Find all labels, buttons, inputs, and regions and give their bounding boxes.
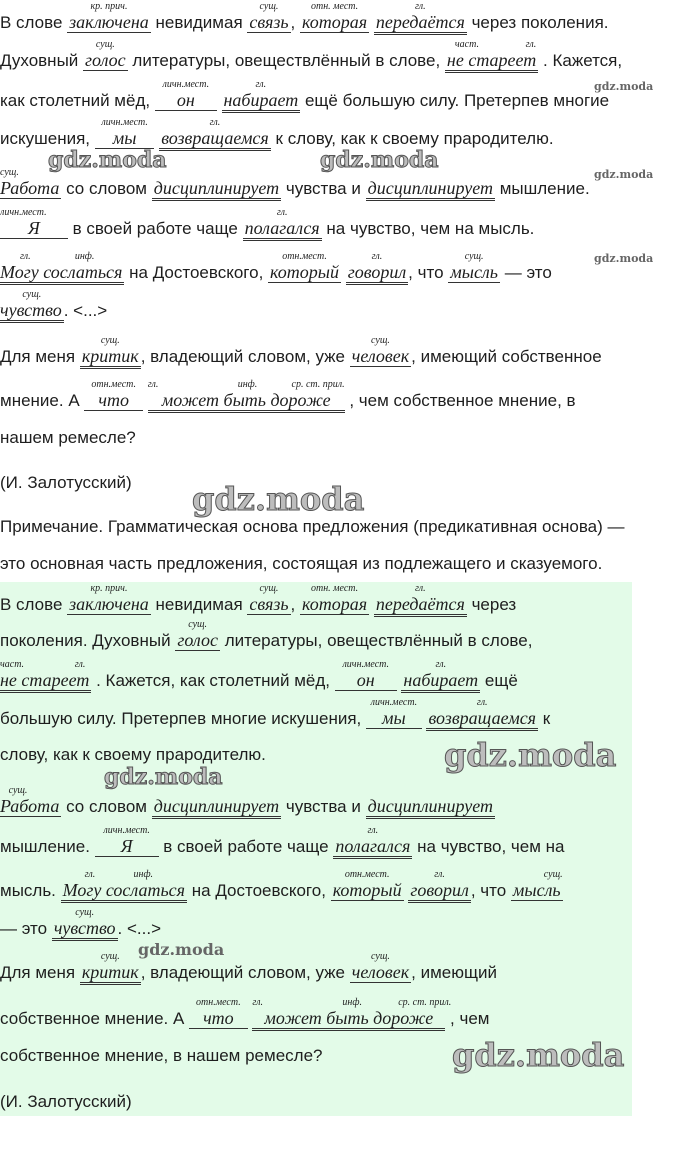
text-run: чувства и bbox=[285, 797, 361, 816]
label: сущ. bbox=[100, 951, 120, 962]
label: гл. bbox=[252, 997, 264, 1008]
word-subject bbox=[335, 659, 397, 691]
label: сущ. bbox=[259, 1, 279, 12]
text-run: к слову, как к своему прародителю. bbox=[275, 129, 554, 148]
label: кр. прич. bbox=[90, 583, 128, 594]
word-predicate bbox=[243, 207, 322, 241]
label: гл. bbox=[525, 39, 537, 50]
label: гл. bbox=[209, 117, 221, 128]
text-run: Духовный bbox=[0, 51, 79, 70]
watermark: gdz.moda bbox=[192, 480, 365, 518]
label: сущ. bbox=[259, 583, 279, 594]
text-run: , владеющий словом, уже bbox=[140, 347, 345, 366]
line bbox=[0, 207, 535, 241]
word-subject bbox=[175, 619, 220, 651]
text-run: большую силу. Претерпев многие искушения, bbox=[0, 709, 362, 728]
word: может быть дороже bbox=[161, 390, 331, 410]
word: полагался bbox=[335, 836, 411, 856]
word-predicate bbox=[445, 39, 538, 73]
label: гл. bbox=[255, 79, 267, 90]
word: которая bbox=[302, 12, 368, 32]
label: гл. bbox=[74, 659, 86, 670]
watermark: gdz.moda bbox=[594, 168, 654, 181]
text-run: , имеющий собственное bbox=[411, 347, 602, 366]
text-run: , bbox=[290, 13, 296, 32]
text-run: собственное мнение. А bbox=[0, 1009, 185, 1028]
label: личн.мест. bbox=[342, 659, 389, 670]
word: чувство bbox=[0, 300, 62, 320]
word: дисциплинирует bbox=[153, 796, 280, 816]
word: который bbox=[332, 880, 402, 900]
text-run: на чувство, чем на bbox=[417, 837, 565, 856]
word: мы bbox=[112, 128, 137, 148]
label: гл. bbox=[20, 251, 31, 262]
note-line-1 bbox=[0, 517, 625, 537]
watermark: gdz.moda bbox=[138, 940, 225, 959]
text-run: искушения, bbox=[0, 129, 91, 148]
word: говорил bbox=[410, 880, 469, 900]
label: част. bbox=[454, 39, 479, 50]
word-predicate bbox=[0, 659, 91, 693]
word: дисциплинирует bbox=[367, 178, 493, 198]
label: ср. ст. прил. bbox=[398, 997, 452, 1008]
text-run: , чем bbox=[450, 1009, 490, 1028]
text-run: ещё bbox=[484, 671, 518, 690]
word: передаётся bbox=[375, 12, 465, 32]
word-subject bbox=[247, 583, 290, 615]
word: Могу сослаться bbox=[0, 262, 123, 282]
text-run: мысль. bbox=[0, 881, 56, 900]
word-subject bbox=[247, 1, 290, 33]
text-run: Примечание. Грамматическая основа предложения (предикативная основа) — bbox=[0, 517, 625, 536]
text-run: на Достоевского, bbox=[129, 263, 264, 282]
word-predicate bbox=[366, 178, 495, 201]
word-predicate bbox=[152, 796, 281, 819]
text-run: , bbox=[290, 595, 296, 614]
word-subject bbox=[0, 785, 61, 817]
word: заключена bbox=[69, 594, 149, 614]
label: сущ. bbox=[188, 619, 208, 630]
word: что bbox=[203, 1008, 234, 1028]
line bbox=[0, 1, 609, 35]
text-run: мнение. А bbox=[0, 391, 80, 410]
line bbox=[0, 951, 497, 985]
label: сущ. bbox=[371, 335, 390, 346]
watermark: gdz.moda bbox=[594, 252, 654, 265]
word-subject bbox=[83, 39, 128, 71]
text-run: , чем собственное мнение, в bbox=[349, 391, 576, 410]
text-run: это основная часть предложения, состоящая из подлежащего и сказуемого. bbox=[0, 554, 603, 573]
word-subject bbox=[84, 379, 143, 411]
label: сущ. bbox=[0, 167, 19, 178]
label: гл. bbox=[276, 207, 288, 218]
word-predicate bbox=[80, 335, 141, 369]
line bbox=[0, 1046, 322, 1066]
word: набирает bbox=[223, 90, 299, 110]
word-predicate bbox=[333, 825, 412, 859]
label: личн.мест. bbox=[101, 117, 148, 128]
line bbox=[0, 619, 533, 651]
word-predicate bbox=[159, 117, 271, 151]
word-subject bbox=[300, 583, 369, 615]
text-run: (И. Залотусский) bbox=[0, 1092, 132, 1111]
watermark: gdz.moda bbox=[452, 1036, 625, 1074]
label: сущ. bbox=[95, 39, 115, 50]
text-run: литературы, овеществлённый в слове, bbox=[224, 631, 533, 650]
label: гл. bbox=[415, 1, 426, 12]
text-run: — это bbox=[0, 919, 48, 938]
label: отн.мест. bbox=[91, 379, 137, 390]
line bbox=[0, 428, 136, 448]
word: человек bbox=[351, 346, 410, 366]
label: ср. ст. прил. bbox=[291, 379, 345, 390]
note-line-2 bbox=[0, 554, 602, 574]
text-run: к bbox=[542, 709, 551, 728]
line bbox=[0, 785, 495, 819]
word: чувство bbox=[53, 918, 116, 938]
word-predicate bbox=[346, 251, 408, 285]
label: отн.мест. bbox=[344, 869, 390, 880]
word-subject bbox=[155, 79, 217, 111]
text-run: — это bbox=[504, 263, 552, 282]
word: не стареет bbox=[446, 50, 537, 70]
word-predicate bbox=[408, 869, 470, 903]
word: Я bbox=[120, 836, 133, 856]
word: дисциплинирует bbox=[367, 796, 493, 816]
line bbox=[0, 79, 610, 113]
text-run: Для меня bbox=[0, 347, 76, 366]
label: гл. bbox=[415, 583, 426, 594]
label: отн.мест. bbox=[282, 251, 327, 262]
word-subject bbox=[448, 251, 500, 283]
watermark: gdz.moda bbox=[104, 764, 223, 790]
text-run: , что bbox=[408, 263, 444, 282]
label: част. bbox=[0, 659, 25, 670]
text-run: на Достоевского, bbox=[191, 881, 326, 900]
text-run: поколения. Духовный bbox=[0, 631, 171, 650]
word-subject bbox=[95, 117, 155, 149]
word: мысль bbox=[512, 880, 561, 900]
word: не стареет bbox=[0, 670, 90, 690]
word: Работа bbox=[0, 796, 60, 816]
line bbox=[0, 825, 565, 859]
text-run: собственное мнение, в нашем ремесле? bbox=[0, 1046, 323, 1065]
word-predicate bbox=[147, 379, 345, 413]
text-run: невидимая bbox=[155, 595, 243, 614]
label: сущ. bbox=[464, 251, 484, 262]
watermark: gdz.moda bbox=[320, 147, 439, 173]
label: инф. bbox=[133, 869, 154, 880]
line bbox=[0, 907, 162, 941]
word: мы bbox=[382, 708, 406, 728]
word: критик bbox=[81, 962, 139, 982]
label: гл. bbox=[435, 659, 447, 670]
text-run: В слове bbox=[0, 13, 63, 32]
text-run: , имеющий bbox=[411, 963, 497, 982]
text-run: . Кажется, как столетний мёд, bbox=[96, 671, 331, 690]
word-predicate bbox=[252, 997, 452, 1031]
word: критик bbox=[81, 346, 139, 366]
word: мысль bbox=[450, 262, 498, 282]
word: возвращаемся bbox=[161, 128, 269, 148]
author bbox=[0, 473, 132, 493]
word-subject bbox=[300, 1, 369, 33]
line bbox=[0, 335, 602, 369]
label: личн.мест. bbox=[162, 79, 210, 90]
text-run: (И. Залотусский) bbox=[0, 473, 132, 492]
word: голос bbox=[85, 50, 126, 70]
label: инф. bbox=[237, 379, 258, 390]
text-run: через bbox=[471, 595, 517, 614]
watermark: gdz.moda bbox=[444, 736, 617, 774]
word-predicate bbox=[52, 907, 118, 941]
text-run: ещё большую силу. Претерпев многие bbox=[304, 91, 610, 110]
label: инф. bbox=[342, 997, 362, 1008]
text-run: В слове bbox=[0, 595, 63, 614]
line bbox=[0, 659, 518, 693]
label: личн.мест. bbox=[0, 207, 47, 218]
word-predicate bbox=[61, 869, 187, 903]
word-subject bbox=[511, 869, 563, 901]
word-subject bbox=[331, 869, 404, 901]
word: заключена bbox=[69, 12, 149, 32]
text-run: слову, как к своему прародителю. bbox=[0, 745, 266, 764]
label: гл. bbox=[147, 379, 159, 390]
line bbox=[0, 167, 590, 201]
text-run: литературы, овеществлённый в слове, bbox=[132, 51, 441, 70]
word-predicate bbox=[222, 79, 301, 113]
line bbox=[0, 869, 563, 903]
label: сущ. bbox=[371, 951, 390, 962]
line bbox=[0, 997, 490, 1031]
label: сущ. bbox=[22, 289, 42, 300]
text-run: в своей работе чаще bbox=[163, 837, 329, 856]
text-run: мышление. bbox=[0, 837, 90, 856]
word: связь bbox=[249, 12, 289, 32]
word: Работа bbox=[0, 178, 60, 198]
word-participle bbox=[67, 583, 151, 615]
word: что bbox=[98, 390, 129, 410]
word: полагался bbox=[244, 218, 320, 238]
word: передаётся bbox=[375, 594, 465, 614]
text-run: Для меня bbox=[0, 963, 76, 982]
word-participle bbox=[67, 1, 151, 33]
word: может быть дороже bbox=[264, 1008, 434, 1028]
label: инф. bbox=[74, 251, 95, 262]
label: личн.мест. bbox=[103, 825, 150, 836]
word: он bbox=[176, 90, 195, 110]
word-subject bbox=[189, 997, 248, 1029]
label: сущ. bbox=[75, 907, 95, 918]
line bbox=[0, 39, 623, 73]
line bbox=[0, 379, 576, 413]
word-predicate bbox=[374, 583, 467, 617]
label: личн.мест. bbox=[370, 697, 418, 708]
text-run: мышление. bbox=[499, 179, 590, 198]
word: человек bbox=[351, 962, 410, 982]
label: отн. мест. bbox=[310, 1, 359, 12]
line bbox=[0, 289, 108, 323]
watermark: gdz.moda bbox=[594, 80, 654, 93]
text-run: чувства и bbox=[285, 179, 361, 198]
line bbox=[0, 251, 552, 285]
word-predicate bbox=[366, 796, 495, 819]
watermark: gdz.moda bbox=[48, 147, 167, 173]
word-predicate bbox=[401, 659, 480, 693]
word-subject bbox=[0, 167, 61, 199]
label: отн.мест. bbox=[196, 997, 241, 1008]
word-subject bbox=[350, 335, 411, 367]
label: отн. мест. bbox=[310, 583, 359, 594]
word: Я bbox=[28, 218, 40, 238]
word: Могу сослаться bbox=[62, 880, 186, 900]
word-subject bbox=[366, 697, 422, 729]
text-run: как столетний мёд, bbox=[0, 91, 151, 110]
word-predicate bbox=[426, 697, 538, 731]
word: набирает bbox=[403, 670, 479, 690]
text-run: , что bbox=[470, 881, 507, 900]
text-run: нашем ремесле? bbox=[0, 428, 136, 447]
word-predicate bbox=[152, 178, 281, 201]
text-run: через поколения. bbox=[471, 13, 609, 32]
text-run: . <...> bbox=[117, 919, 162, 938]
text-run: со словом bbox=[66, 179, 147, 198]
label: гл. bbox=[371, 251, 383, 262]
label: гл. bbox=[434, 869, 445, 880]
author bbox=[0, 1092, 132, 1112]
word: он bbox=[356, 670, 375, 690]
text-run: невидимая bbox=[155, 13, 243, 32]
word: возвращаемся bbox=[428, 708, 537, 728]
word-subject bbox=[350, 951, 411, 983]
word: которая bbox=[302, 594, 368, 614]
word-predicate bbox=[0, 251, 124, 285]
label: гл. bbox=[476, 697, 488, 708]
word-subject bbox=[0, 207, 68, 239]
label: гл. bbox=[84, 869, 96, 880]
line bbox=[0, 697, 551, 731]
word: говорил bbox=[347, 262, 407, 282]
label: сущ. bbox=[543, 869, 563, 880]
label: кр. прич. bbox=[90, 1, 128, 12]
text-run: на чувство, чем на мысль. bbox=[326, 219, 535, 238]
text-run: . <...> bbox=[63, 301, 108, 320]
word: который bbox=[270, 262, 339, 282]
text-run: в своей работе чаще bbox=[72, 219, 238, 238]
label: сущ. bbox=[8, 785, 28, 796]
line bbox=[0, 583, 517, 617]
word-predicate bbox=[0, 289, 64, 323]
word: дисциплинирует bbox=[153, 178, 280, 198]
label: гл. bbox=[367, 825, 379, 836]
text-run: . Кажется, bbox=[543, 51, 623, 70]
line bbox=[0, 745, 266, 765]
word-predicate bbox=[80, 951, 141, 985]
text-run: со словом bbox=[66, 797, 147, 816]
text-run: , владеющий словом, уже bbox=[140, 963, 345, 982]
label: сущ. bbox=[100, 335, 120, 346]
word-subject bbox=[95, 825, 159, 857]
word: голос bbox=[177, 630, 218, 650]
word: связь bbox=[249, 594, 289, 614]
word-subject bbox=[268, 251, 341, 283]
word-predicate bbox=[374, 1, 467, 35]
